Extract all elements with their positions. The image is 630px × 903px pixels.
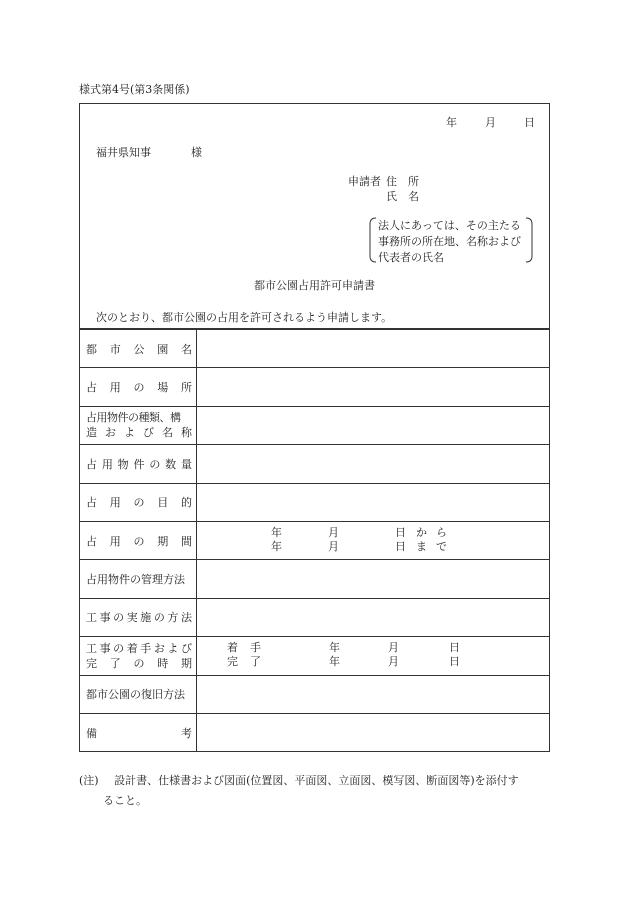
- name-label: 氏 名: [386, 190, 419, 203]
- corporation-note-line2: 事務所の所在地、名称および: [378, 235, 521, 248]
- row-label-schedule-line2: 完 了 の 時 期: [86, 656, 192, 670]
- restoration-method-field[interactable]: [197, 675, 550, 713]
- end-day: 日: [449, 655, 460, 669]
- remarks-field[interactable]: [197, 713, 550, 751]
- row-label-period: 占 用 の 期 間: [86, 534, 192, 548]
- end-year: 年: [329, 655, 340, 669]
- end-month: 月: [388, 655, 399, 669]
- period-field[interactable]: [197, 521, 550, 559]
- schedule-lines: [227, 641, 460, 669]
- form-number-label: 様式第4号(第3条関係): [79, 83, 190, 96]
- row-label-purpose: 占 用 の 目 的: [86, 496, 192, 510]
- intro-text: 次のとおり、都市公園の占用を許可されるよう申請します。: [96, 311, 393, 324]
- row-label-type-line2: 造 お よ び 名 称: [86, 426, 192, 440]
- end-label: 完了: [227, 655, 273, 669]
- date-day: 日: [524, 116, 535, 129]
- row-label-type-line1: 占用物件の種類、構: [86, 411, 181, 425]
- corporation-note: [372, 216, 532, 262]
- period-to-month: 月: [328, 539, 339, 553]
- date-year: 年: [446, 116, 457, 129]
- table-row: [80, 483, 550, 521]
- table-row: [80, 406, 550, 444]
- applicant-label: 申請者: [348, 175, 381, 188]
- address-label: 住 所: [386, 175, 419, 188]
- corporation-note-line1: 法人にあっては、その主たる: [378, 219, 521, 232]
- table-row: [80, 675, 550, 713]
- start-year: 年: [329, 641, 340, 655]
- date-month: 月: [485, 116, 496, 129]
- applicant-block: [348, 174, 419, 204]
- row-label-remarks: 備 考: [86, 726, 192, 740]
- period-lines: [271, 526, 456, 554]
- period-from-suffix: から: [416, 525, 456, 539]
- addressee-honorific: 様: [191, 146, 202, 159]
- addressee: [96, 144, 202, 160]
- construction-method-field[interactable]: [197, 598, 550, 636]
- application-table: [79, 329, 550, 752]
- row-label-management: 占用物件の管理方法: [86, 573, 185, 587]
- date-line: [446, 114, 535, 130]
- quantity-field[interactable]: [197, 445, 550, 483]
- footnote-text-line2: ること。: [103, 794, 147, 807]
- table-row: [80, 560, 550, 598]
- period-from-year: 年: [271, 525, 282, 539]
- footnote: [79, 771, 559, 811]
- period-to-year: 年: [271, 539, 282, 553]
- start-month: 月: [388, 641, 399, 655]
- start-label: 着手: [227, 641, 273, 655]
- location-field[interactable]: [197, 368, 550, 406]
- park-name-field[interactable]: [197, 330, 550, 368]
- addressee-name: 福井県知事: [96, 146, 151, 159]
- application-header: [79, 103, 550, 329]
- row-label-location: 占 用 の 場 所: [86, 381, 192, 395]
- construction-schedule-field[interactable]: [197, 637, 550, 675]
- table-row: [80, 330, 550, 368]
- start-day: 日: [449, 641, 460, 655]
- row-label-park-name: 都 市 公 園 名: [86, 342, 192, 356]
- corporation-note-line3: 代表者の氏名: [378, 251, 444, 264]
- footnote-marker: (注): [79, 774, 99, 787]
- purpose-field[interactable]: [197, 483, 550, 521]
- period-to-day: 日: [395, 539, 406, 553]
- row-label-restoration: 都市公園の復旧方法: [86, 688, 185, 702]
- period-from-day: 日: [395, 525, 406, 539]
- table-row: [80, 521, 550, 559]
- document-title: 都市公園占用許可申請書: [254, 279, 375, 292]
- footnote-text-line1: 設計書、仕様書および図面(位置図、平面図、立面図、模写図、断面図等)を添付す: [114, 774, 519, 787]
- row-label-schedule-line1: 工 事 の 着 手 お よ び: [86, 641, 192, 655]
- row-label-construction-method: 工 事 の 実 施 の 方 法: [86, 611, 192, 625]
- period-to-suffix: まで: [416, 539, 456, 553]
- table-row: [80, 713, 550, 751]
- table-row: [80, 368, 550, 406]
- period-from-month: 月: [328, 525, 339, 539]
- table-row: [80, 637, 550, 675]
- management-method-field[interactable]: [197, 560, 550, 598]
- table-row: [80, 445, 550, 483]
- type-structure-name-field[interactable]: [197, 406, 550, 444]
- row-label-quantity: 占 用 物 件 の 数 量: [86, 457, 192, 471]
- table-row: [80, 598, 550, 636]
